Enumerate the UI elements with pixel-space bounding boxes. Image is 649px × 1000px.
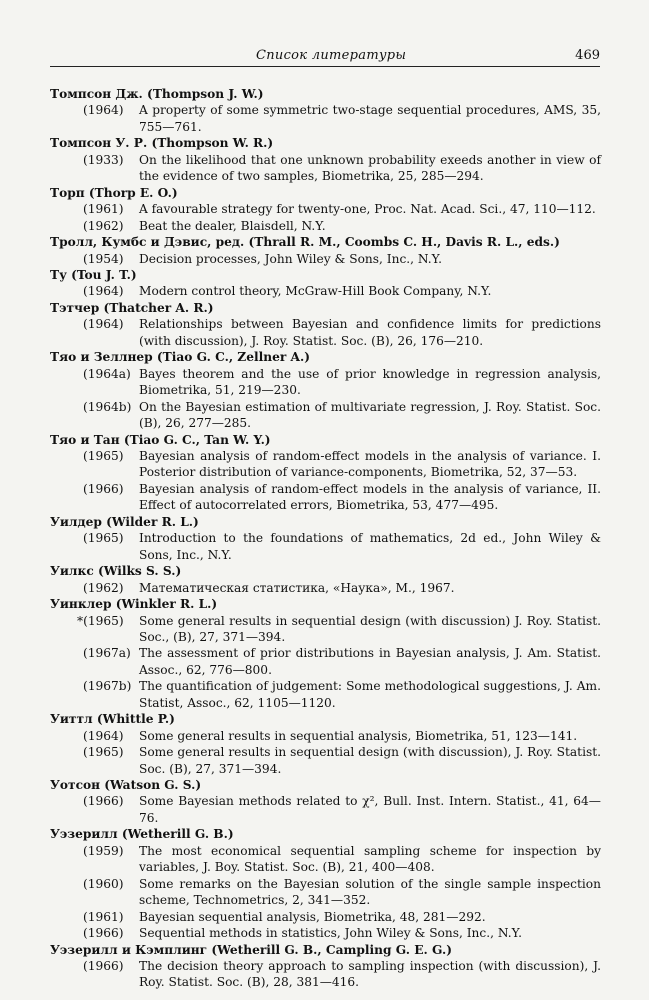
reference-year: (1961) <box>83 202 124 217</box>
reference-text: Introduction to the foundations of mathematics, 2d ed., John Wiley & Sons, Inc., N.Y. <box>139 531 601 562</box>
bibliography-entry <box>50 267 601 300</box>
reference-text: Bayesian sequential analysis, Biometrika, 48, 281—292. <box>139 909 486 924</box>
entry-author: Уиттл (Whittle P.) <box>50 712 175 727</box>
bibliography-list <box>50 86 601 991</box>
entry-author: Торп (Thorp E. O.) <box>50 185 178 200</box>
page-header <box>50 48 600 67</box>
reference-item <box>50 876 601 909</box>
reference-year: (1964) <box>83 317 124 332</box>
entry-author: Уэзерилл (Wetherill G. B.) <box>50 827 234 842</box>
entry-author: Тэтчер (Thatcher A. R.) <box>50 300 214 315</box>
reference-text: Bayesian analysis of random-effect models in the analysis of variance. I. Posterior distribution of variance-components, Biometrika, 52, 37—53. <box>139 448 601 480</box>
entry-author: Томпсон Дж. (Thompson J. W.) <box>50 87 264 101</box>
reference-item <box>50 580 601 596</box>
reference-item <box>50 909 601 925</box>
reference-text: Decision processes, John Wiley & Sons, Inc., N.Y. <box>139 251 443 266</box>
reference-text: Some general results in sequential design (with discussion), J. Roy. Statist. Soc. (B), 27, 371—394. <box>139 745 601 776</box>
reference-year: (1966) <box>83 481 124 496</box>
reference-year: (1961) <box>83 909 124 924</box>
running-title: Список литературы <box>256 48 407 63</box>
page-number: 469 <box>575 48 600 63</box>
reference-text: Beat the dealer, Blaisdell, N.Y. <box>139 218 326 233</box>
reference-year: (1960) <box>83 876 124 891</box>
reference-text: The decision theory approach to sampling inspection (with discussion), J. Roy. Statist. Soc. (B), 28, 381—416. <box>139 959 601 990</box>
reference-year: (1962) <box>83 580 124 595</box>
reference-item <box>50 366 601 399</box>
entry-author: Тяо и Тан (Tiao G. C., Tan W. Y.) <box>50 432 271 447</box>
reference-item <box>50 793 601 826</box>
reference-year: (1966) <box>83 959 124 974</box>
entry-author: Тролл, Кумбс и Дэвис, ред. (Thrall R. M., Coombs C. H., Davis R. L., eds.) <box>50 235 560 250</box>
reference-year: (1965) <box>83 448 124 463</box>
bibliography-entry <box>50 432 601 514</box>
bibliography-entry <box>50 349 601 431</box>
reference-year: (1965) <box>83 531 124 546</box>
reference-year: (1954) <box>83 251 124 266</box>
reference-year: (1966) <box>83 794 124 809</box>
reference-item <box>50 481 601 514</box>
bibliography-entry <box>50 86 601 135</box>
entry-author: Томпсон У. Р. (Thompson W. R.) <box>50 136 274 151</box>
reference-year: (1967b) <box>83 679 132 694</box>
bibliography-entry <box>50 514 601 563</box>
bibliography-entry <box>50 234 601 267</box>
entry-author: Ту (Tou J. T.) <box>50 267 137 282</box>
reference-year: *(1965) <box>77 613 124 628</box>
reference-item <box>50 958 601 991</box>
reference-item <box>50 728 601 744</box>
reference-text: Bayes theorem and the use of prior knowledge in regression analysis, Biometrika, 51, 219—230. <box>139 366 601 398</box>
reference-text: Sequential methods in statistics, John Wiley & Sons, Inc., N.Y. <box>139 926 522 941</box>
reference-item <box>50 530 601 563</box>
entry-author: Уилкс (Wilks S. S.) <box>50 564 182 579</box>
bibliography-entry <box>50 711 601 777</box>
reference-year: (1964a) <box>83 366 131 381</box>
reference-text: On the likelihood that one unknown probability exeeds another in view of the evidence of two samples, Biometrika, 25, 285—294. <box>139 152 601 184</box>
bibliography-entry <box>50 596 601 711</box>
reference-item <box>50 399 601 432</box>
reference-year: (1964) <box>83 103 124 118</box>
reference-text: A favourable strategy for twenty-one, Proc. Nat. Acad. Sci., 47, 110—112. <box>139 202 596 217</box>
reference-year: (1967a) <box>83 646 131 661</box>
reference-item <box>50 645 601 678</box>
reference-text: Relationships between Bayesian and confidence limits for predictions (with discussion), J. Roy. Statist. Soc. (B), 26, 176—210. <box>139 317 601 348</box>
reference-year: (1962) <box>83 218 124 233</box>
reference-item <box>50 102 601 135</box>
reference-text: Some Bayesian methods related to χ², Bull. Inst. Intern. Statist., 41, 64—76. <box>139 794 601 825</box>
reference-text: Some remarks on the Bayesian solution of the single sample inspection scheme, Technometrics, 2, 341—352. <box>139 876 601 908</box>
reference-item <box>50 744 601 777</box>
reference-text: Some general results in sequential design (with discussion) J. Roy. Statist. Soc., (B), 27, 371—394. <box>139 613 601 644</box>
reference-year: (1965) <box>83 745 124 760</box>
reference-item <box>50 843 601 876</box>
reference-item <box>50 316 601 349</box>
reference-item <box>50 925 601 941</box>
entry-author: Уэзерилл и Кэмплинг (Wetherill G. B., Campling G. E. G.) <box>50 942 453 957</box>
reference-year: (1933) <box>83 152 124 167</box>
bibliography-entry <box>50 185 601 234</box>
reference-text: Modern control theory, McGraw-Hill Book Company, N.Y. <box>139 284 492 299</box>
reference-item <box>50 613 601 646</box>
reference-year: (1964) <box>83 284 124 299</box>
reference-text: A property of some symmetric two-stage sequential procedures, AMS, 35, 755—761. <box>139 103 601 134</box>
reference-item <box>50 201 601 217</box>
reference-text: On the Bayesian estimation of multivariate regression, J. Roy. Statist. Soc. (B), 26, 277—285. <box>139 399 601 431</box>
reference-text: Математическая статистика, «Наука», М., 1967. <box>139 580 455 595</box>
bibliography-entry <box>50 777 601 826</box>
bibliography-entry <box>50 135 601 184</box>
reference-item <box>50 251 601 267</box>
reference-year: (1959) <box>83 843 124 858</box>
reference-item <box>50 448 601 481</box>
bibliography-entry <box>50 826 601 941</box>
reference-year: (1966) <box>83 926 124 941</box>
entry-author: Тяо и Зеллнер (Tiao G. C., Zellner A.) <box>50 350 310 365</box>
entry-author: Уинклер (Winkler R. L.) <box>50 597 218 612</box>
bibliography-entry <box>50 942 601 991</box>
reference-text: Some general results in sequential analysis, Biometrika, 51, 123—141. <box>139 728 578 743</box>
bibliography-entry <box>50 300 601 349</box>
reference-item <box>50 152 601 185</box>
reference-text: The assessment of prior distributions in Bayesian analysis, J. Am. Statist. Assoc., 62, 776—800. <box>139 646 601 677</box>
reference-item <box>50 283 601 299</box>
reference-text: Bayesian analysis of random-effect models in the analysis of variance, II. Effect of autocorrelated errors, Biometrika, 53, 477—495. <box>139 481 601 513</box>
reference-item <box>50 678 601 711</box>
reference-text: The quantification of judgement: Some methodological suggestions, J. Am. Statist, Assoc., 62, 1105—1120. <box>139 679 601 710</box>
reference-item <box>50 218 601 234</box>
reference-year: (1964b) <box>83 399 132 414</box>
entry-author: Уилдер (Wilder R. L.) <box>50 514 199 529</box>
bibliography-entry <box>50 563 601 596</box>
entry-author: Уотсон (Watson G. S.) <box>50 778 202 793</box>
reference-year: (1964) <box>83 728 124 743</box>
reference-text: The most economical sequential sampling scheme for inspection by variables, J. Boy. Statist. Soc. (B), 21, 400—408. <box>139 843 601 875</box>
